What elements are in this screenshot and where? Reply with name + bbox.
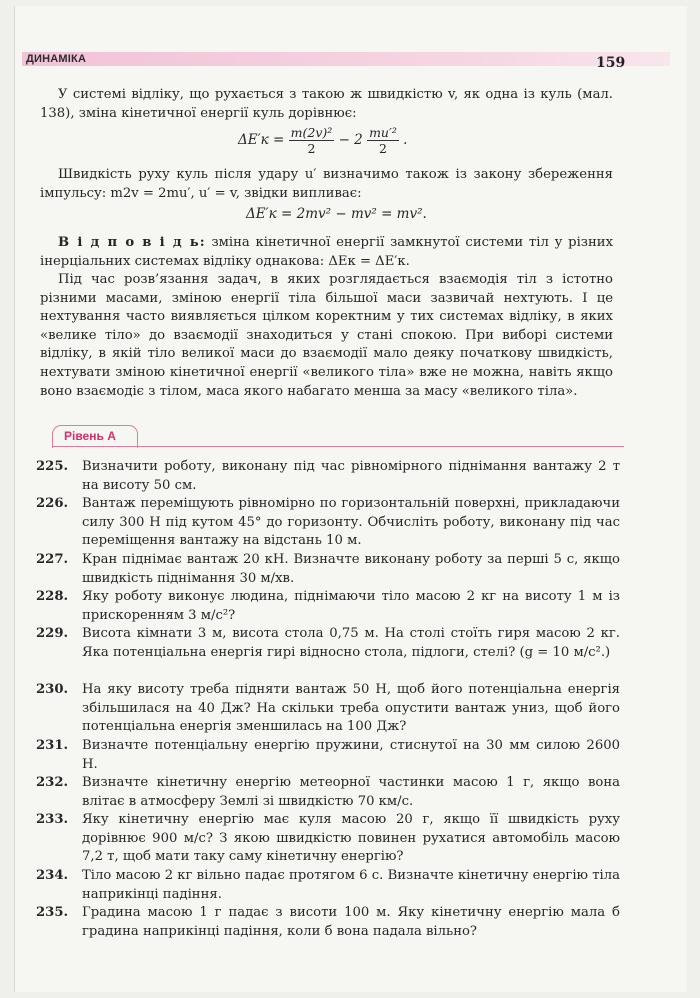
intro-paragraph-2: Швидкість руху куль після удару u′ визначимо також із закону збереження імпульсу: m2v = 2mu′, u′ = v, звідки випливає: [40,167,613,201]
task-number: 228. [36,589,69,604]
answer-label: В і д п о в і д ь: [58,235,206,250]
task-235 [36,904,620,941]
task-233 [36,811,620,867]
task-number: 235. [36,905,69,920]
task-text: Градина масою 1 г падає з висоти 100 м. Яку кінетичну енергію мала б градина наприкінці падіння, коли б вона падала вільно? [82,905,620,939]
task-text: Кран піднімає вантаж 20 кН. Визначте виконану роботу за перші 5 с, якщо швидкість піднімання 30 м/хв. [82,552,620,586]
page-number: 159 [596,55,626,71]
task-228 [36,588,620,625]
intro-paragraph-1: У системі відліку, що рухається з такою ж швидкістю v, як одна із куль (мал. 138), зміна кінетичної енергії куль дорівнює: [40,87,613,121]
task-text: Вантаж переміщують рівномірно по горизонтальній поверхні, прикладаючи силу 300 Н під кутом 45° до горизонту. Обчисліть роботу, виконану під час переміщення вантажу на відстань 10 м. [82,496,620,549]
formula-1-frac-2 [367,125,399,156]
task-229 [36,625,620,662]
intro-paragraph-3 [40,234,613,271]
task-text: Яку кінетичну енергію має куля масою 20 г, якщо її швидкість руху дорівнює 900 м/с? З якою швидкістю повинен рухатися автомобіль масою 7,2 т, щоб мати таку саму кінетичну енергію? [82,812,620,865]
formula-1-frac-2-num: mu′² [369,125,397,140]
task-text: Яку роботу виконує людина, піднімаючи тіло масою 2 кг на висоту 1 м із прискоренням 3 м/с²? [82,589,620,623]
task-text: Визначити роботу, виконану під час рівномірного піднімання вантажу 2 т на висоту 50 см. [82,459,620,493]
formula-1-frac-1-num: m(2v)² [290,125,333,140]
task-text: Визначте потенціальну енергію пружини, стиснутої на 30 мм силою 2600 Н. [82,738,620,772]
formula-1-end: . [403,132,408,148]
answer-text: зміна кінетичної енергії замкнутої системи тіл у різних інерціальних системах відліку однакова: ΔEк = ΔE′к. [40,235,614,269]
task-text: Висота кімнати 3 м, висота стола 0,75 м. На столі стоїть гиря масою 2 кг. Яка потенціальна енергія гирі відносно стола, підлоги, стелі? (g = 10 м/с².) [82,626,620,660]
formula-1-frac-1-den: 2 [307,141,316,156]
section-title: ДИНАМІКА [26,53,87,65]
formula-1-frac-1 [289,125,335,156]
task-225 [36,458,620,495]
task-227 [36,551,620,588]
task-number: 229. [36,626,69,641]
intro-paragraph-4: Під час розв’язання задач, в яких розглядається взаємодія тіл з істотно різними масами, зміною енергії тіла більшої маси зазвичай нехтують. І це нехтування часто виявляється цілком коректним у тих системах відліку, в яких «велике тіло» до взаємодії знаходиться у стані спокою. При виборі системи відліку, в якій тіло великої маси до взаємодії мало деяку початкову швидкість, нехтувати зміною кінетичної енергії «великого тіла» вже не можна, навіть якщо воно взаємодіє з тілом, маса якого набагато менша за масу «великого тіла». [40,272,613,399]
task-text: Тіло масою 2 кг вільно падає протягом 6 с. Визначте кінетичну енергію тіла наприкінці падіння. [82,868,620,902]
formula-1-frac-2-den: 2 [378,141,387,156]
task-number: 225. [36,459,69,474]
task-230 [36,681,620,737]
header-band [22,52,670,66]
task-number: 232. [36,775,69,790]
formula-1-minus: − 2 [338,132,363,148]
task-number: 234. [36,868,69,883]
formula-1-lhs: ΔE′к = [238,132,285,148]
task-226 [36,495,620,551]
task-number: 227. [36,552,69,567]
task-text: На яку висоту треба підняти вантаж 50 Н, щоб його потенціальна енергія збільшилася на 40 Дж? На скільки треба опустити вантаж униз, щоб його потенціальна енергія зменшилась на 100 Дж? [82,682,620,735]
level-label: Рівень А [64,429,116,443]
task-232 [36,774,620,811]
formula-2: ΔE′к = 2mv² − mv² = mv². [246,206,427,222]
formula-1 [238,125,407,156]
task-number: 231. [36,738,69,753]
level-rule [52,446,624,447]
task-number: 226. [36,496,69,511]
task-number: 230. [36,682,69,697]
task-text: Визначте кінетичну енергію метеорної частинки масою 1 г, якщо вона влітає в атмосферу Землі зі швидкістю 70 км/с. [82,775,620,809]
task-number: 233. [36,812,69,827]
task-234 [36,867,620,904]
task-231 [36,737,620,774]
